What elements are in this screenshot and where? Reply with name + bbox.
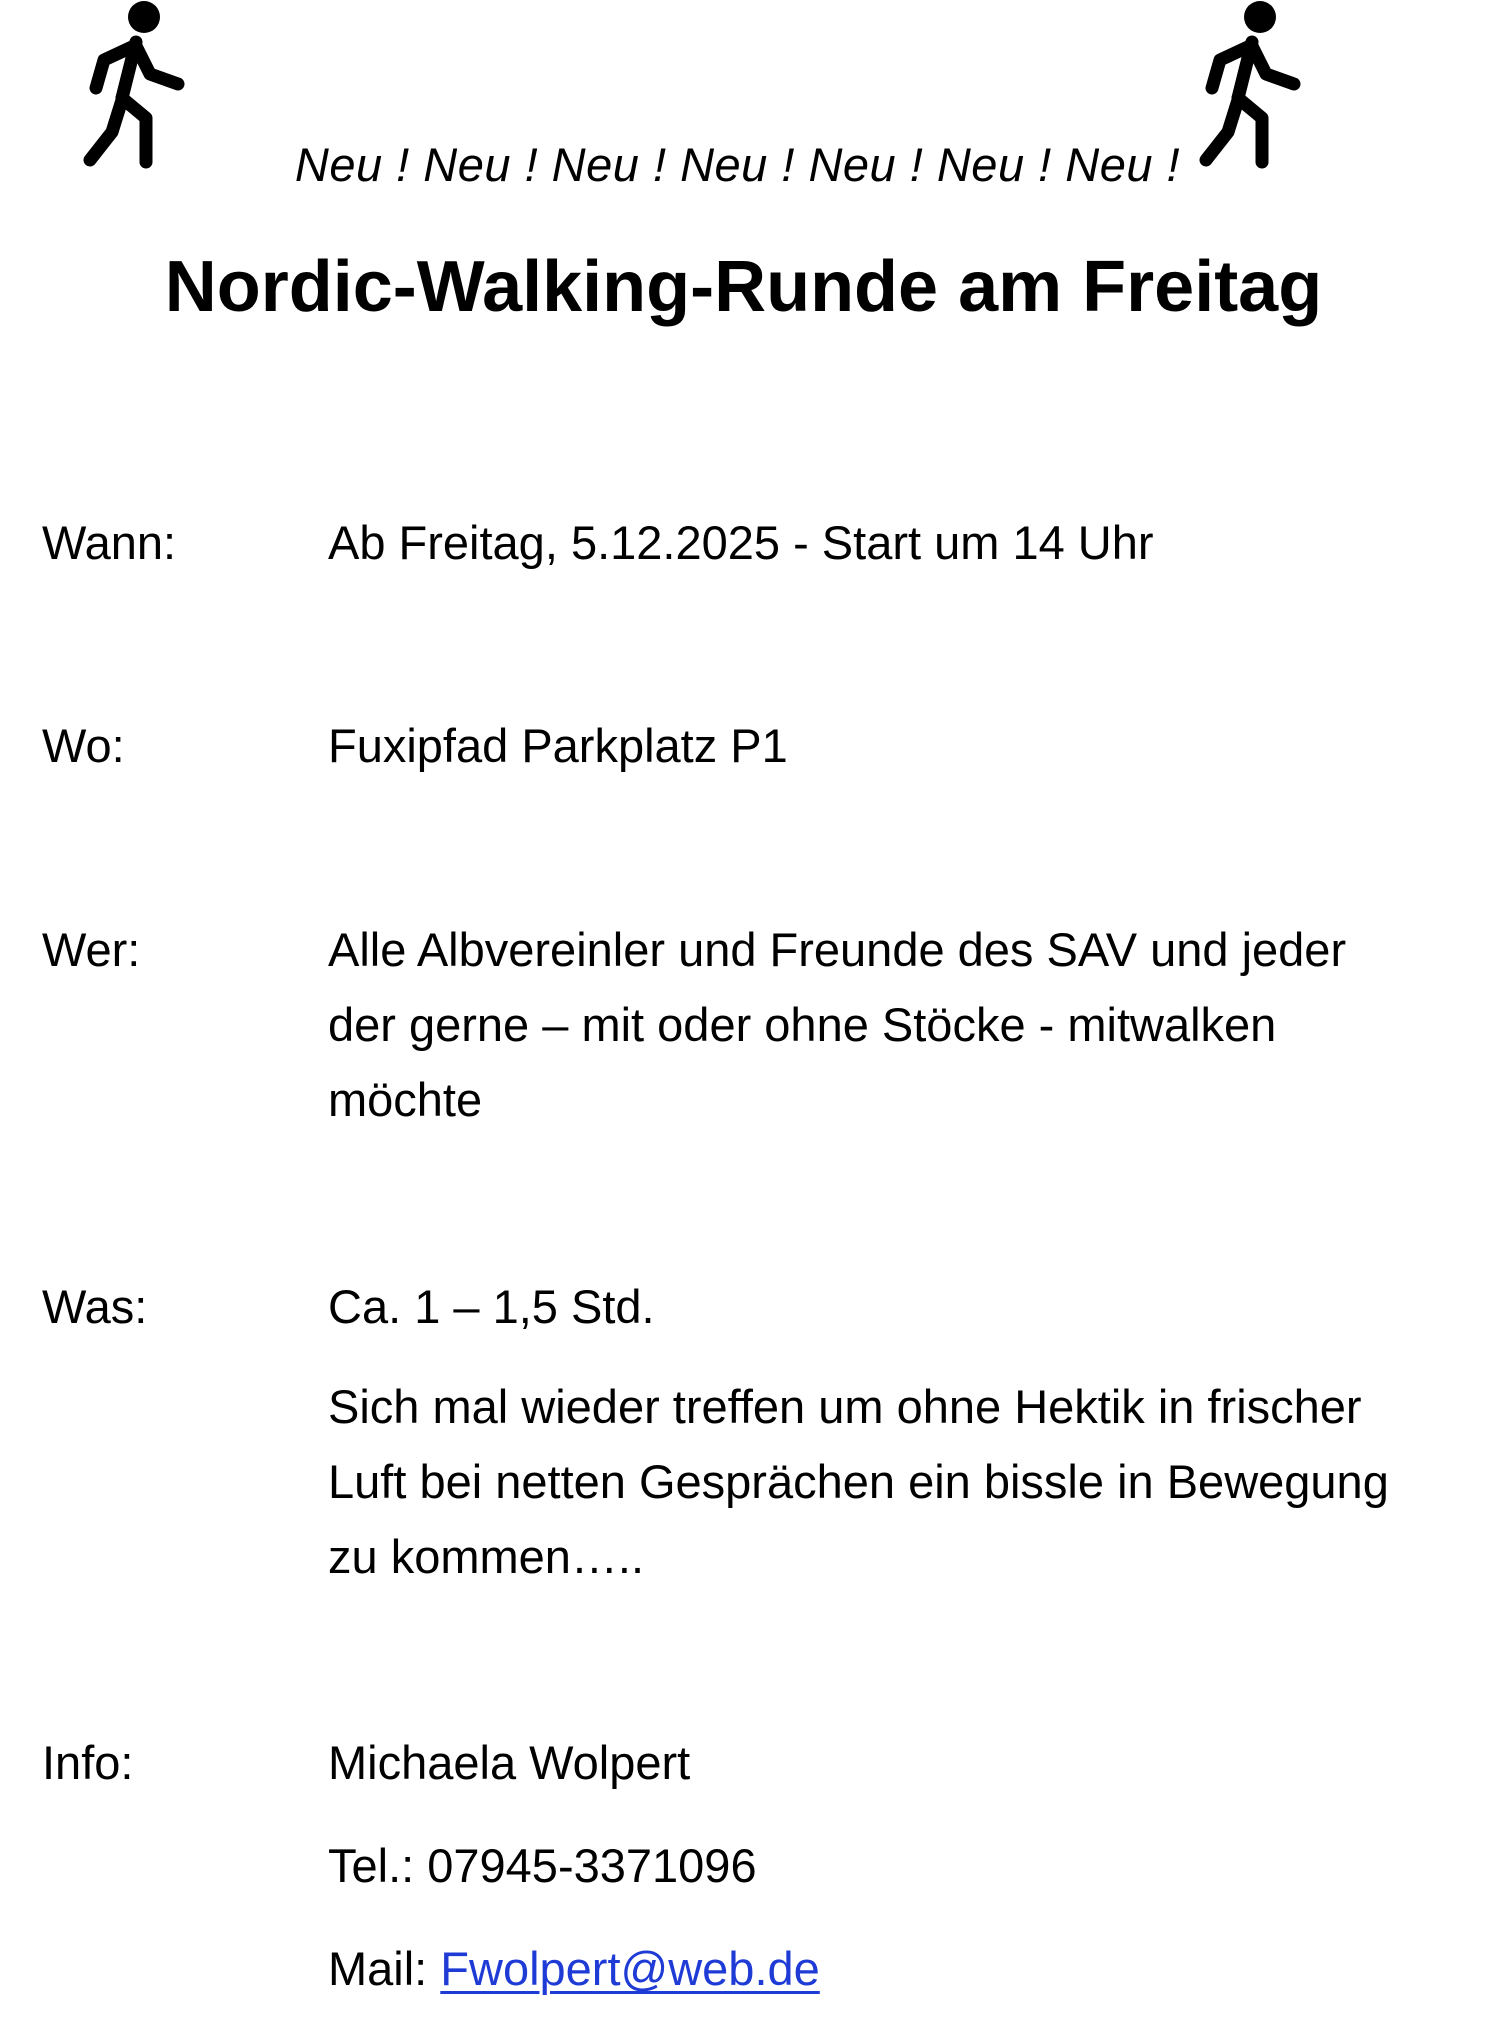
wann-value: Ab Freitag, 5.12.2025 - Start um 14 Uhr	[328, 516, 1154, 569]
contact-name: Michaela Wolpert	[328, 1736, 691, 1789]
wer-line: möchte	[328, 1073, 483, 1126]
wann-label: Wann:	[42, 516, 177, 569]
wer-label: Wer:	[42, 923, 141, 976]
wer-line: der gerne – mit oder ohne Stöcke - mitwalken	[328, 998, 1277, 1051]
page-title-text: Nordic-Walking-Runde am Freitag	[164, 247, 1323, 327]
mail-label: Mail:	[328, 1942, 428, 1995]
was-value	[328, 1269, 1448, 1594]
wo-label: Wo:	[42, 719, 125, 772]
tagline-text: Neu ! Neu ! Neu ! Neu ! Neu ! Neu ! Neu !	[294, 138, 1181, 191]
page-title	[0, 242, 1499, 332]
contact-mail-line	[328, 1931, 1448, 2006]
was-line: Luft bei netten Gesprächen ein bissle in Bewegung	[328, 1455, 1389, 1508]
was-label: Was:	[42, 1280, 148, 1333]
was-line: Sich mal wieder treffen um ohne Hektik in frischer	[328, 1380, 1362, 1433]
was-line: zu kommen…..	[328, 1530, 645, 1583]
info-value	[328, 1725, 1448, 2006]
tagline	[0, 134, 1499, 196]
info-label: Info:	[42, 1736, 134, 1789]
contact-phone: Tel.: 07945-3371096	[328, 1839, 757, 1892]
wer-line: Alle Albvereinler und Freunde des SAV und jeder	[328, 923, 1347, 976]
wo-value: Fuxipfad Parkplatz P1	[328, 719, 788, 772]
was-duration: Ca. 1 – 1,5 Std.	[328, 1280, 655, 1333]
wer-value	[328, 912, 1448, 1137]
email-link[interactable]: Fwolpert@web.de	[440, 1942, 820, 1995]
